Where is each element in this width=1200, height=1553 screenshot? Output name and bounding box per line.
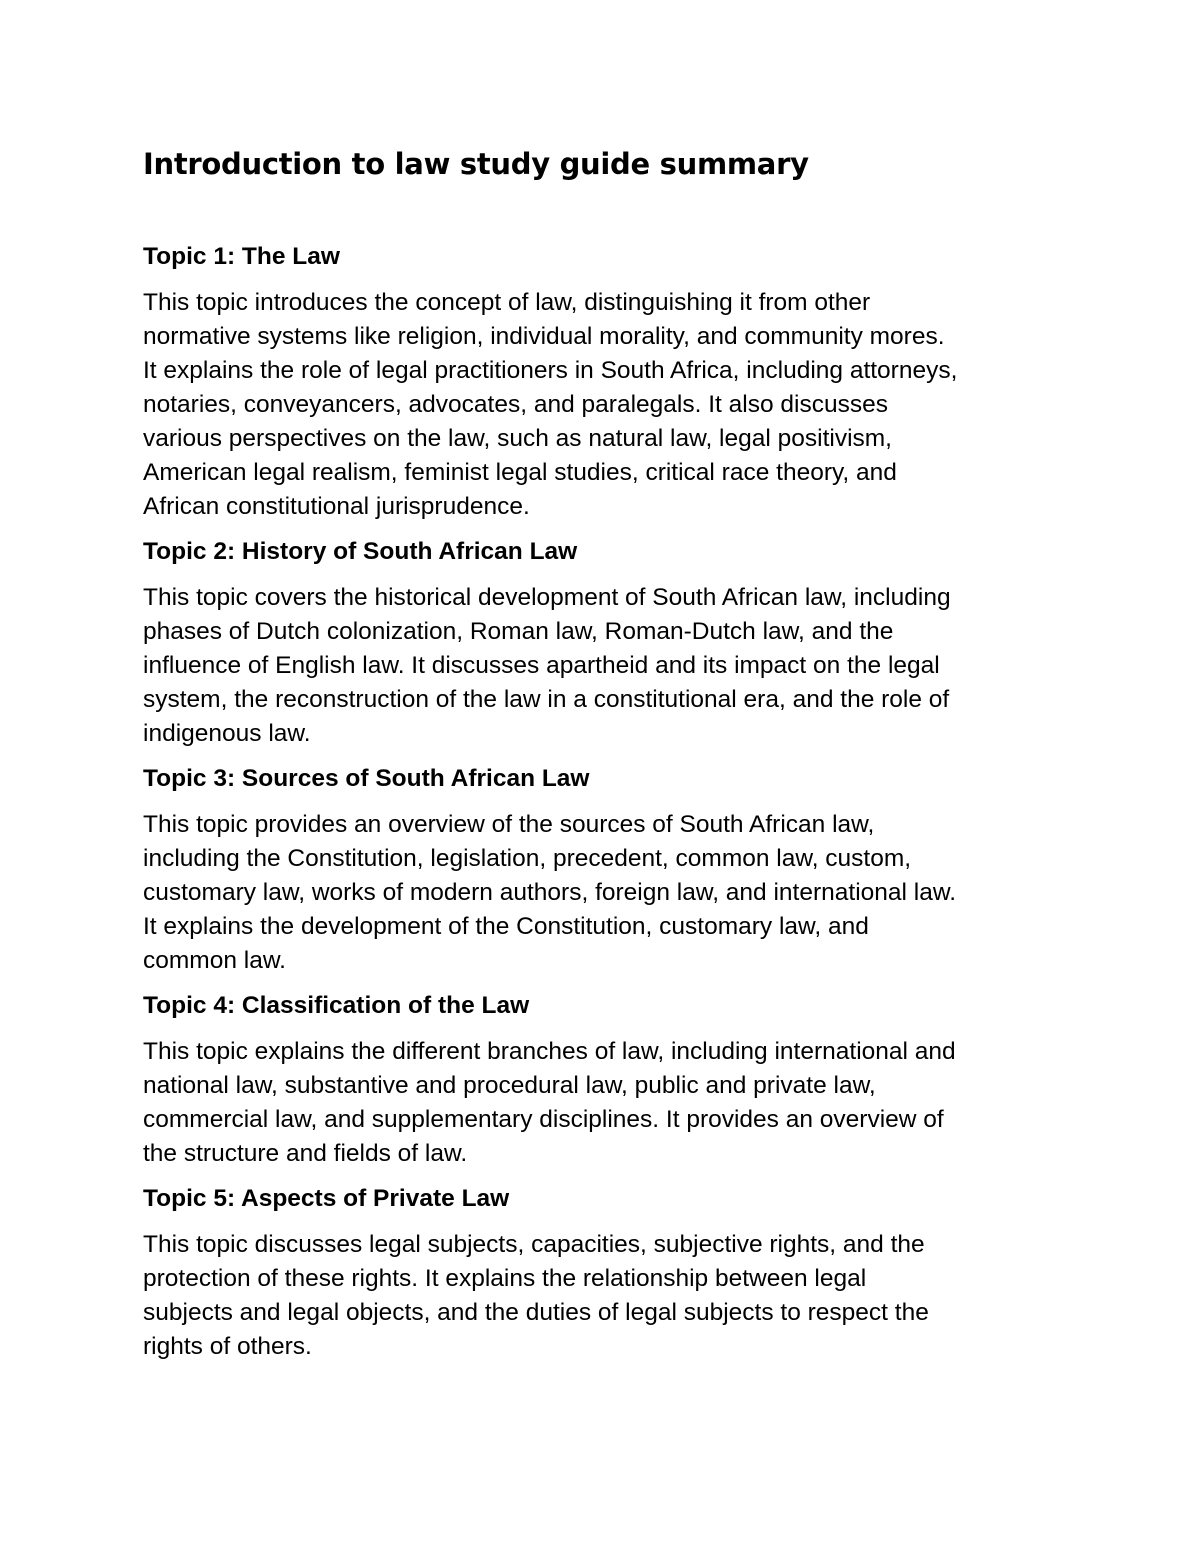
topic-heading-1: Topic 1: The Law <box>143 243 340 270</box>
topic-body-5: This topic discusses legal subjects, capacities, subjective rights, and the protection of these rights. It explains the relationship between legal subjects and legal objects, and the duties of legal subjects to respect the rights of others. <box>143 1231 929 1360</box>
topic-section-4 <box>143 991 1080 1171</box>
topic-heading-4: Topic 4: Classification of the Law <box>143 992 530 1019</box>
topic-section-1 <box>143 242 1080 524</box>
topic-heading-3: Topic 3: Sources of South African Law <box>143 765 590 792</box>
topic-body-1: This topic introduces the concept of law, distinguishing it from other normative systems like religion, individual morality, and community mores. It explains the role of legal practitioners in South Africa, including attorneys, notaries, conveyancers, advocates, and paralegals. It also discusses various perspectives on the law, such as natural law, legal positivism, American legal realism, feminist legal studies, critical race theory, and African constitutional jurisprudence. <box>143 289 958 520</box>
topic-body-3: This topic provides an overview of the sources of South African law, including the Constitution, legislation, precedent, common law, custom, customary law, works of modern authors, foreign law, and international law. It explains the development of the Constitution, customary law, and common law. <box>143 811 956 974</box>
document-title: Introduction to law study guide summary <box>143 147 809 181</box>
topic-body-4: This topic explains the different branches of law, including international and national law, substantive and procedural law, public and private law, commercial law, and supplementary disciplines. It provides an overview of the structure and fields of law. <box>143 1038 956 1167</box>
topic-heading-2: Topic 2: History of South African Law <box>143 538 578 565</box>
topic-section-2 <box>143 537 1080 751</box>
topic-heading-5: Topic 5: Aspects of Private Law <box>143 1185 510 1212</box>
topic-body-2: This topic covers the historical development of South African law, including phases of Dutch colonization, Roman law, Roman-Dutch law, and the influence of English law. It discusses apartheid and its impact on the legal system, the reconstruction of the law in a constitutional era, and the role of indigenous law. <box>143 584 951 747</box>
topic-section-5 <box>143 1184 1080 1364</box>
topic-section-3 <box>143 764 1080 978</box>
